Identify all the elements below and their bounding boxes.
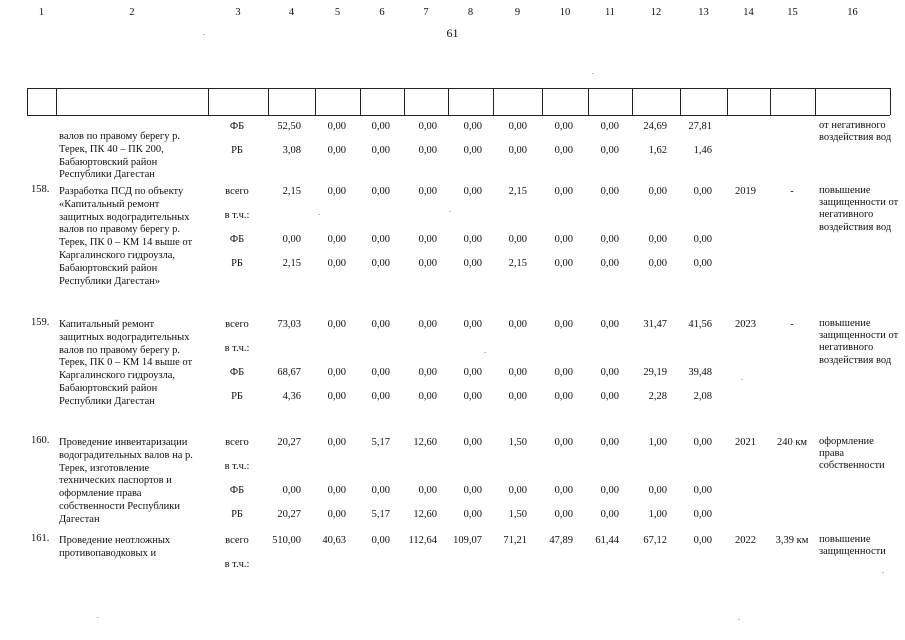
amount-cell: 109,07 <box>453 535 482 546</box>
amount-cell: 0,00 <box>554 485 573 496</box>
amount-cell: 1,50 <box>508 437 527 448</box>
amount-cell: 0,00 <box>600 258 619 269</box>
amount-cell: 0,00 <box>554 258 573 269</box>
page-number: 61 <box>446 26 459 40</box>
column-divider <box>268 88 269 115</box>
amount-cell: 0,00 <box>693 437 712 448</box>
amount-cell: 0,00 <box>554 509 573 520</box>
amount-cell: 0,00 <box>371 234 390 245</box>
completion-year: 2023 <box>735 319 756 330</box>
amount-cell: 0,00 <box>371 485 390 496</box>
column-divider <box>56 88 57 115</box>
row-description: Капитальный ремонт защитных водоградительных валов по правому берегу р. Терек, ПК 0 – КМ 14 выше от Каргалинского гидроузла, Бабаюртовский район Республики Дагестан <box>59 319 193 407</box>
amount-cell: 0,00 <box>554 437 573 448</box>
funding-source: всего <box>225 186 249 197</box>
scan-speck <box>738 619 740 620</box>
column-header-2: 2 <box>129 7 135 18</box>
amount-cell: 20,27 <box>277 437 301 448</box>
column-divider <box>890 88 891 115</box>
amount-cell: 12,60 <box>413 437 437 448</box>
amount-cell: 0,00 <box>508 234 527 245</box>
amount-cell: 0,00 <box>327 234 346 245</box>
amount-cell: 29,19 <box>643 367 667 378</box>
expected-effect: от негативного воздействия вод <box>819 120 892 144</box>
amount-cell: 0,00 <box>554 391 573 402</box>
column-header-15: 15 <box>787 7 798 18</box>
amount-cell: 0,00 <box>600 437 619 448</box>
amount-cell: 112,64 <box>408 535 437 546</box>
funding-source: РБ <box>231 391 243 402</box>
amount-cell: 0,00 <box>371 121 390 132</box>
column-header-5: 5 <box>334 7 341 18</box>
amount-cell: 0,00 <box>508 319 527 330</box>
scan-speck <box>592 73 594 74</box>
funding-source: в т.ч.: <box>224 343 250 354</box>
amount-cell: 0,00 <box>327 437 346 448</box>
amount-cell: 0,00 <box>371 186 390 197</box>
amount-cell: 0,00 <box>463 367 482 378</box>
amount-cell: 0,00 <box>371 391 390 402</box>
capacity: 240 км <box>776 437 808 448</box>
column-header-4: 4 <box>288 7 295 18</box>
funding-source: ФБ <box>229 234 245 245</box>
amount-cell: 0,00 <box>418 121 437 132</box>
amount-cell: 0,00 <box>463 234 482 245</box>
column-divider <box>680 88 681 115</box>
amount-cell: 61,44 <box>595 535 619 546</box>
amount-cell: 0,00 <box>600 367 619 378</box>
column-header-10: 10 <box>559 7 571 18</box>
amount-cell: 0,00 <box>327 121 346 132</box>
column-divider <box>315 88 316 115</box>
amount-cell: 0,00 <box>463 509 482 520</box>
row-description: Разработка ПСД по объекту «Капитальный ремонт защитных водоградительных валов по правому берегу р. Терек, ПК 0 – КМ 14 выше от Каргалинского гидроузла, Бабаюртовский район Республики Дагестан» <box>59 186 193 287</box>
completion-year: 2021 <box>735 437 756 448</box>
amount-cell: 20,27 <box>277 509 301 520</box>
funding-source: ФБ <box>229 485 245 496</box>
amount-cell: 0,00 <box>282 234 301 245</box>
amount-cell: 0,00 <box>371 258 390 269</box>
expected-effect: повышение защищенности от негативного воздействия вод <box>819 318 899 366</box>
completion-year: 2019 <box>735 186 756 197</box>
amount-cell: 0,00 <box>371 367 390 378</box>
row-number: 161. <box>31 533 50 544</box>
column-header-9: 9 <box>514 7 521 18</box>
scan-speck <box>203 34 205 35</box>
expected-effect: повышение защищенности от негативного воздействия вод <box>819 185 899 233</box>
amount-cell: 0,00 <box>648 258 667 269</box>
amount-cell: 47,89 <box>549 535 573 546</box>
amount-cell: 0,00 <box>554 234 573 245</box>
amount-cell: 0,00 <box>327 319 346 330</box>
column-header-1: 1 <box>38 7 45 18</box>
amount-cell: 0,00 <box>508 121 527 132</box>
row-description: Проведение инвентаризации водоградительных валов на р. Терек, изготовление технических паспортов и оформление права собственности Республики Дагестан <box>59 437 193 525</box>
amount-cell: 0,00 <box>463 121 482 132</box>
column-divider <box>360 88 361 115</box>
scan-speck <box>882 572 884 573</box>
funding-source: РБ <box>231 509 243 520</box>
row-number: 159. <box>31 317 50 328</box>
amount-cell: 41,56 <box>688 319 712 330</box>
amount-cell: 0,00 <box>600 121 619 132</box>
amount-cell: 24,69 <box>643 121 667 132</box>
amount-cell: 1,62 <box>648 145 667 156</box>
scan-speck <box>484 352 486 353</box>
amount-cell: 2,15 <box>282 186 301 197</box>
column-header-3: 3 <box>235 7 241 18</box>
amount-cell: 1,50 <box>508 509 527 520</box>
column-header-16: 16 <box>847 7 858 18</box>
amount-cell: 0,00 <box>600 509 619 520</box>
row-number: 160. <box>31 435 50 446</box>
column-header-12: 12 <box>650 7 662 18</box>
amount-cell: 510,00 <box>272 535 301 546</box>
funding-source: ФБ <box>229 367 245 378</box>
row-number: 158. <box>31 184 50 195</box>
amount-cell: 0,00 <box>327 145 346 156</box>
amount-cell: 39,48 <box>688 367 712 378</box>
scan-speck <box>97 617 99 618</box>
amount-cell: 0,00 <box>554 367 573 378</box>
amount-cell: 0,00 <box>508 145 527 156</box>
amount-cell: 0,00 <box>418 319 437 330</box>
column-divider <box>493 88 494 115</box>
amount-cell: 0,00 <box>418 367 437 378</box>
amount-cell: 2,15 <box>282 258 301 269</box>
amount-cell: 67,12 <box>643 535 667 546</box>
amount-cell: 0,00 <box>463 186 482 197</box>
amount-cell: 0,00 <box>600 485 619 496</box>
amount-cell: 0,00 <box>327 258 346 269</box>
amount-cell: 52,50 <box>277 121 301 132</box>
amount-cell: 73,03 <box>277 319 301 330</box>
amount-cell: 5,17 <box>371 509 390 520</box>
amount-cell: 31,47 <box>643 319 667 330</box>
table-header <box>27 88 890 116</box>
amount-cell: 0,00 <box>693 234 712 245</box>
column-header-7: 7 <box>423 7 429 18</box>
amount-cell: 0,00 <box>554 319 573 330</box>
capacity: - <box>790 186 794 197</box>
amount-cell: 0,00 <box>418 145 437 156</box>
amount-cell: 0,00 <box>418 234 437 245</box>
amount-cell: 0,00 <box>554 186 573 197</box>
amount-cell: 40,63 <box>322 535 346 546</box>
amount-cell: 1,00 <box>648 509 667 520</box>
amount-cell: 0,00 <box>693 485 712 496</box>
amount-cell: 0,00 <box>554 121 573 132</box>
amount-cell: 0,00 <box>693 535 712 546</box>
column-divider <box>448 88 449 115</box>
funding-source: в т.ч.: <box>224 210 250 221</box>
amount-cell: 0,00 <box>693 258 712 269</box>
amount-cell: 0,00 <box>418 391 437 402</box>
amount-cell: 0,00 <box>371 145 390 156</box>
amount-cell: 0,00 <box>648 186 667 197</box>
funding-source: в т.ч.: <box>224 461 250 472</box>
funding-source: всего <box>225 535 249 546</box>
amount-cell: 1,00 <box>648 437 667 448</box>
column-header-13: 13 <box>698 7 709 18</box>
expected-effect: оформление права собственности <box>819 436 885 472</box>
amount-cell: 2,15 <box>508 258 527 269</box>
amount-cell: 0,00 <box>463 391 482 402</box>
column-divider <box>727 88 728 115</box>
scan-speck <box>741 379 743 380</box>
amount-cell: 2,08 <box>693 391 712 402</box>
amount-cell: 0,00 <box>463 319 482 330</box>
amount-cell: 0,00 <box>327 485 346 496</box>
column-divider <box>404 88 405 115</box>
amount-cell: 1,46 <box>693 145 712 156</box>
amount-cell: 27,81 <box>688 121 712 132</box>
scan-speck <box>318 214 320 215</box>
amount-cell: 0,00 <box>418 186 437 197</box>
amount-cell: 0,00 <box>508 485 527 496</box>
amount-cell: 0,00 <box>327 186 346 197</box>
amount-cell: 0,00 <box>600 145 619 156</box>
amount-cell: 3,08 <box>282 145 301 156</box>
amount-cell: 0,00 <box>327 367 346 378</box>
amount-cell: 2,15 <box>508 186 527 197</box>
capacity: - <box>790 319 794 330</box>
column-divider <box>542 88 543 115</box>
column-header-8: 8 <box>467 7 474 18</box>
column-divider <box>208 88 209 115</box>
amount-cell: 0,00 <box>463 145 482 156</box>
amount-cell: 0,00 <box>327 509 346 520</box>
amount-cell: 0,00 <box>600 391 619 402</box>
amount-cell: 0,00 <box>693 186 712 197</box>
amount-cell: 0,00 <box>463 258 482 269</box>
amount-cell: 0,00 <box>418 485 437 496</box>
amount-cell: 0,00 <box>282 485 301 496</box>
column-divider <box>632 88 633 115</box>
scan-speck <box>449 211 451 212</box>
funding-source: в т.ч.: <box>224 559 250 570</box>
column-divider <box>770 88 771 115</box>
funding-source: РБ <box>231 258 243 269</box>
column-header-11: 11 <box>604 7 616 18</box>
amount-cell: 0,00 <box>648 234 667 245</box>
amount-cell: 0,00 <box>371 535 390 546</box>
capacity: 3,39 км <box>775 535 809 546</box>
amount-cell: 2,28 <box>648 391 667 402</box>
row-description: валов по правому берегу р. Терек, ПК 40 – ПК 200, Бабаюртовский район Республики Дагестан <box>59 131 180 181</box>
column-header-6: 6 <box>379 7 385 18</box>
amount-cell: 0,00 <box>418 258 437 269</box>
row-description: Проведение неотложных противопаводковых и <box>59 535 171 559</box>
column-header-14: 14 <box>743 7 754 18</box>
expected-effect: повышение защищенности <box>819 534 886 558</box>
amount-cell: 0,00 <box>327 391 346 402</box>
amount-cell: 0,00 <box>508 367 527 378</box>
column-divider <box>815 88 816 115</box>
funding-source: ФБ <box>229 121 245 132</box>
amount-cell: 0,00 <box>648 485 667 496</box>
funding-source: РБ <box>231 145 243 156</box>
amount-cell: 0,00 <box>371 319 390 330</box>
column-divider <box>27 88 28 115</box>
amount-cell: 0,00 <box>600 319 619 330</box>
completion-year: 2022 <box>735 535 756 546</box>
amount-cell: 4,36 <box>282 391 301 402</box>
amount-cell: 12,60 <box>413 509 437 520</box>
amount-cell: 0,00 <box>554 145 573 156</box>
funding-source: всего <box>225 437 249 448</box>
amount-cell: 0,00 <box>463 485 482 496</box>
amount-cell: 5,17 <box>371 437 390 448</box>
amount-cell: 0,00 <box>600 186 619 197</box>
amount-cell: 0,00 <box>508 391 527 402</box>
amount-cell: 0,00 <box>600 234 619 245</box>
amount-cell: 0,00 <box>463 437 482 448</box>
funding-source: всего <box>225 319 249 330</box>
amount-cell: 71,21 <box>503 535 527 546</box>
amount-cell: 68,67 <box>277 367 301 378</box>
column-divider <box>588 88 589 115</box>
amount-cell: 0,00 <box>693 509 712 520</box>
